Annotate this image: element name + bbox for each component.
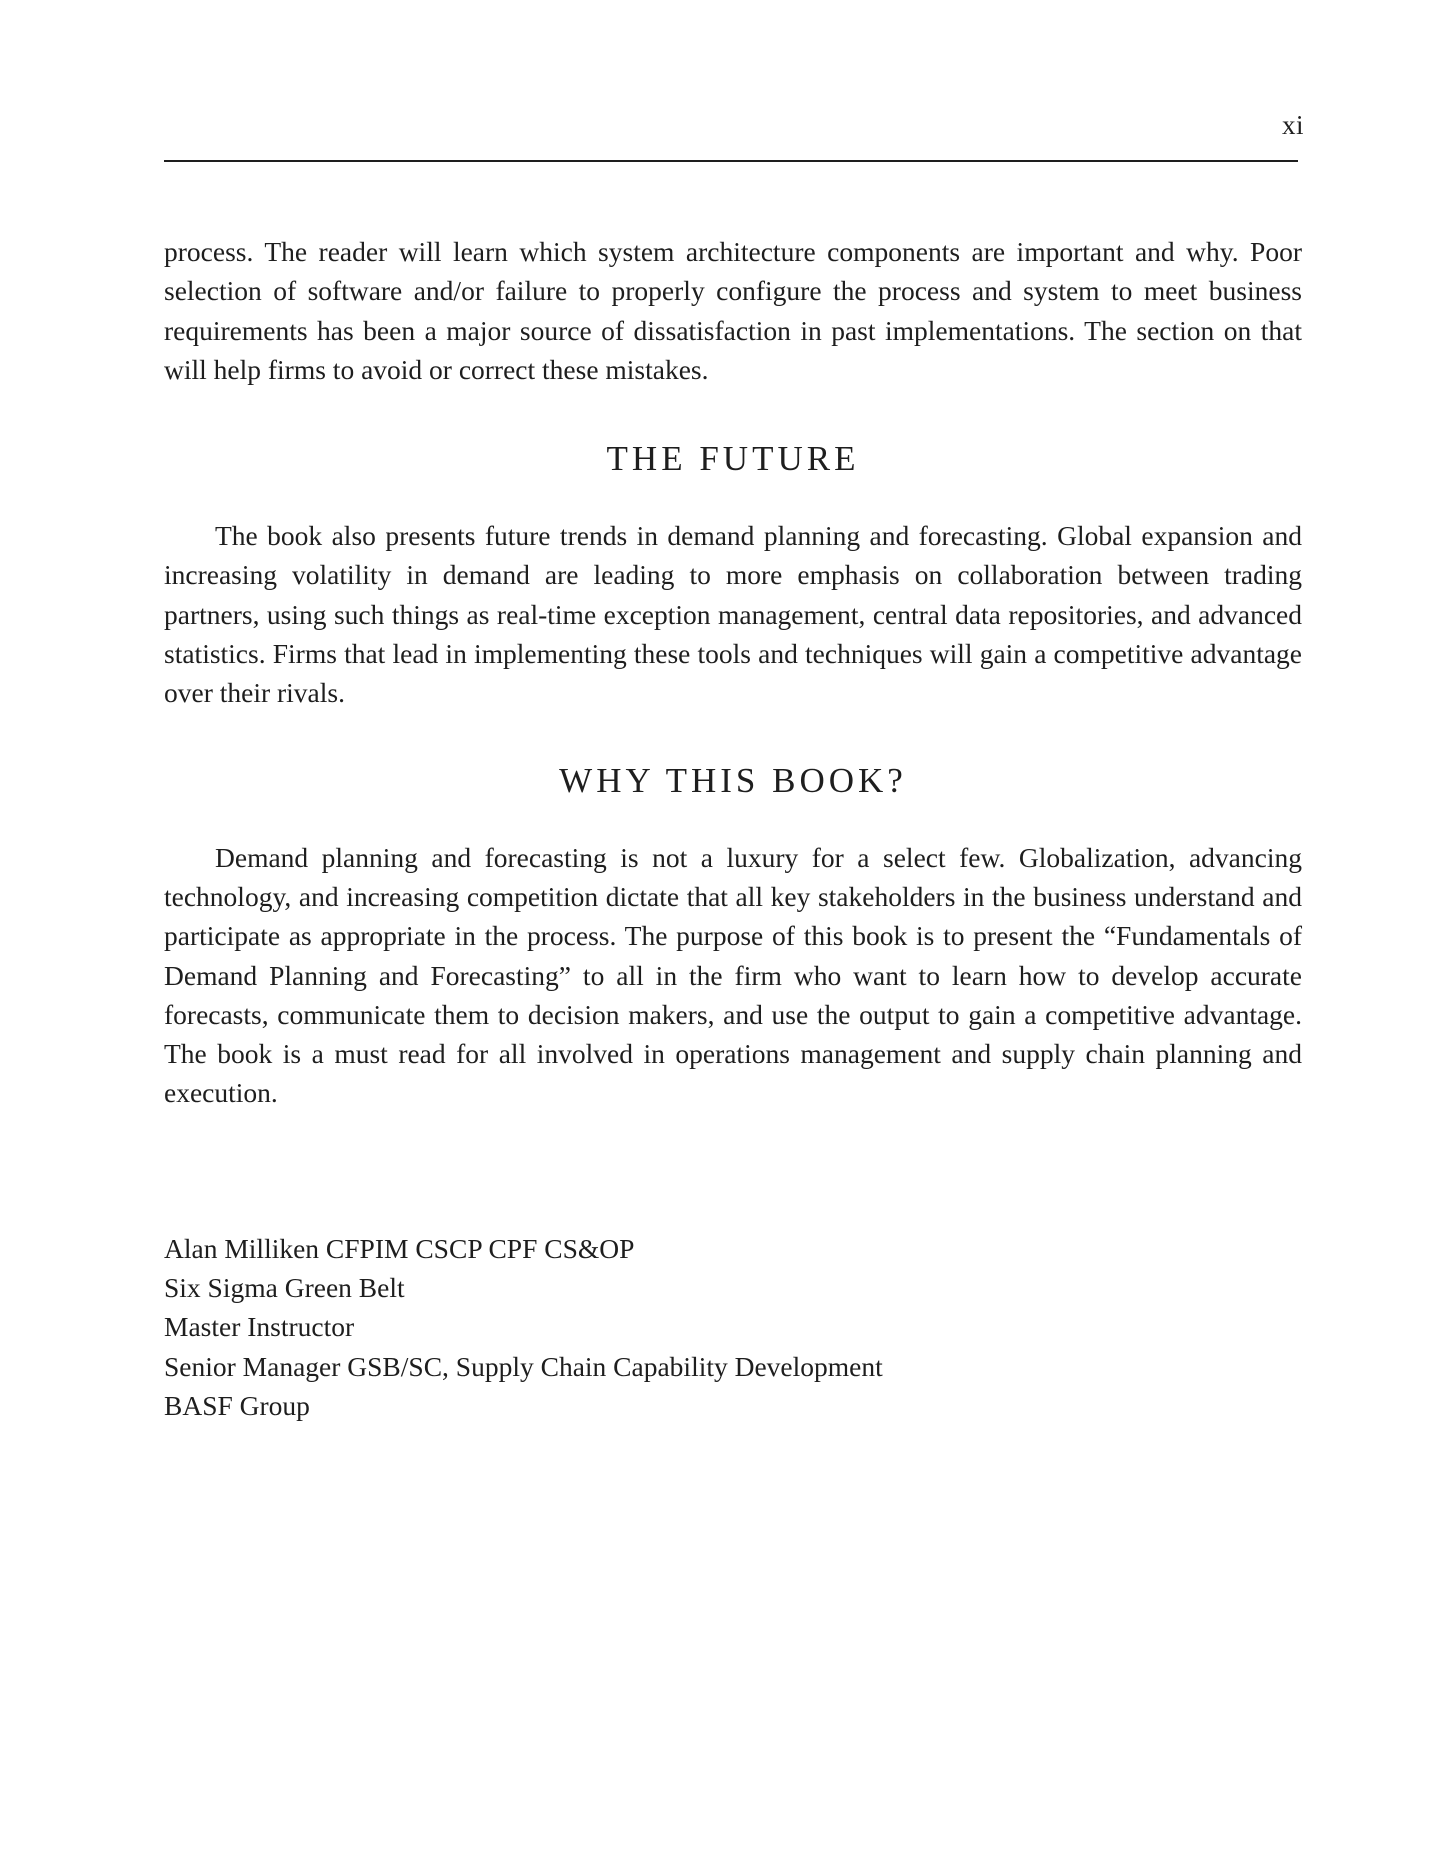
page-number: xi <box>1281 110 1304 140</box>
continuation-paragraph: process. The reader will learn which system architecture components are important and why. Poor selection of software and/or failure to properly configure the process and system to meet business requirements has been a major source of dissatisfaction in past implementations. The section on that will help firms to avoid or correct these mistakes. <box>164 236 1302 385</box>
author-organization: BASF Group <box>164 1389 310 1421</box>
future-paragraph: The book also presents future trends in demand planning and forecasting. Global expansion and increasing volatility in demand are leading to more emphasis on collaboration between trading partners, using such things as real-time exception management, central data repositories, and advanced statistics. Firms that lead in implementing these tools and techniques will gain a competitive advantage over their rivals. <box>164 520 1302 709</box>
header-rule <box>164 160 1298 162</box>
why-paragraph: Demand planning and forecasting is not a luxury for a select few. Globalization, advancing technology, and increasing competition dictate that all key stakeholders in the business understand and participate as appropriate in the process. The purpose of this book is to present the “Fundamentals of Demand Planning and Forecasting” to all in the firm who want to learn how to develop accurate forecasts, communicate them to decision makers, and use the output to gain a competitive advantage. The book is a must read for all involved in operations management and supply chain planning and execution. <box>164 841 1302 1109</box>
author-credential: Six Sigma Green Belt <box>164 1272 405 1304</box>
heading-why-this-book: WHY THIS BOOK? <box>559 760 907 800</box>
author-name: Alan Milliken CFPIM CSCP CPF CS&OP <box>164 1232 635 1264</box>
author-position: Senior Manager GSB/SC, Supply Chain Capability Development <box>164 1350 883 1382</box>
heading-the-future: THE FUTURE <box>606 439 860 479</box>
author-signature-block <box>164 1229 1302 1425</box>
author-title: Master Instructor <box>164 1311 355 1343</box>
page-content <box>164 232 1302 1425</box>
